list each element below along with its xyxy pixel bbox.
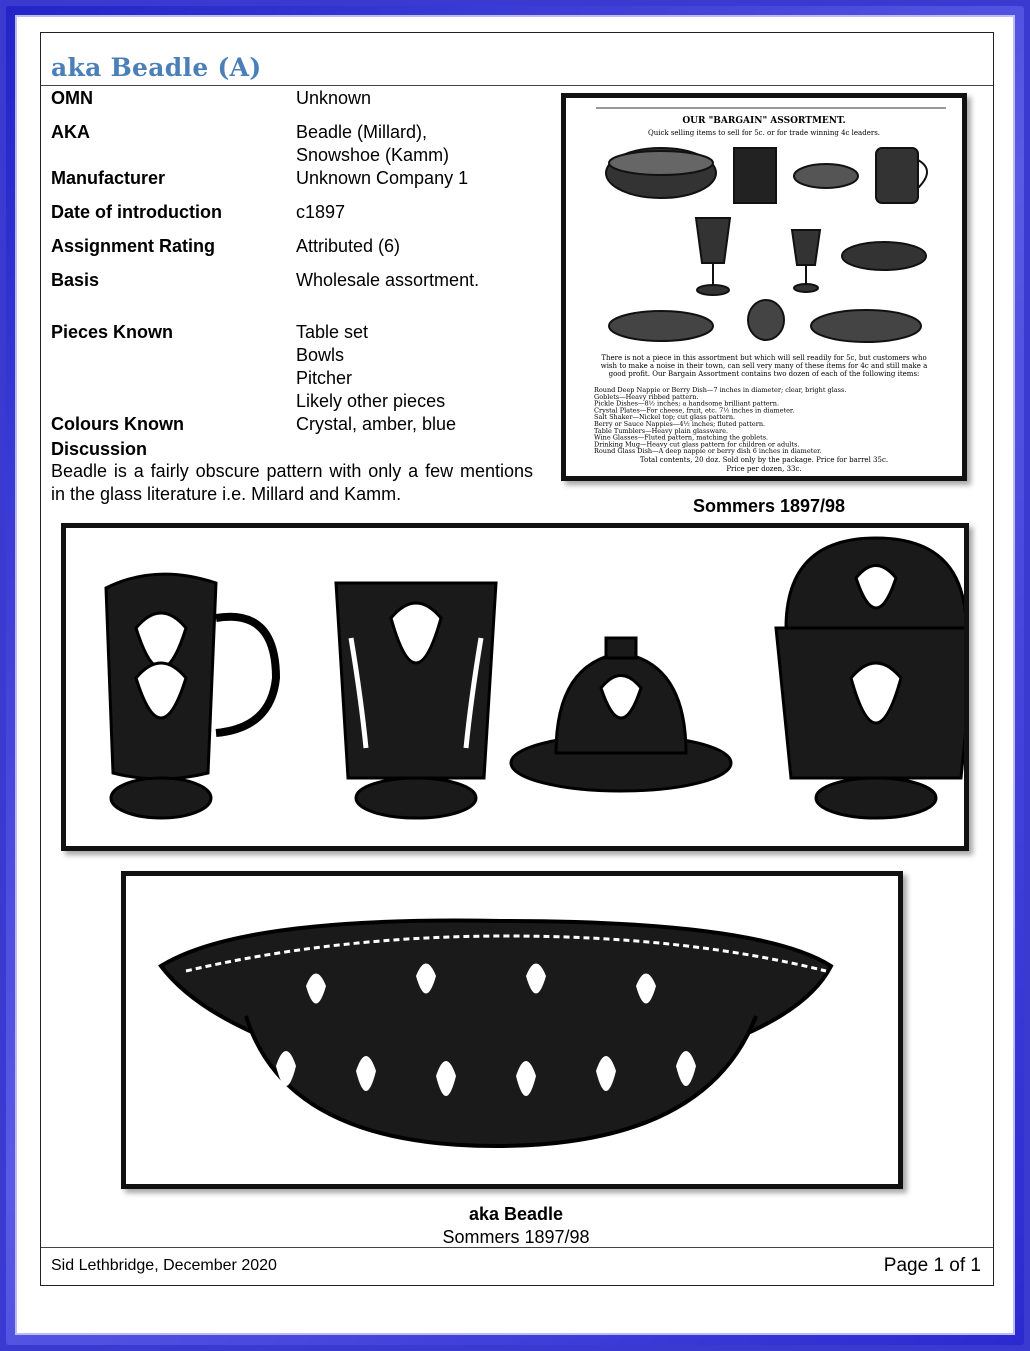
footer-author: Sid Lethbridge, December 2020 bbox=[51, 1257, 277, 1274]
catalog-ad-image bbox=[561, 93, 967, 481]
ad-glassware-row-2 bbox=[696, 218, 926, 295]
ad-item-list bbox=[594, 386, 846, 455]
bowl-caption-title: aka Beadle bbox=[468, 1204, 564, 1224]
ad-item: Table Tumblers—Heavy plain glassware. bbox=[594, 426, 729, 435]
document-page bbox=[40, 32, 994, 1286]
ad-item: Berry or Sauce Nappies—4½ inches; fluted pattern. bbox=[594, 420, 766, 428]
spooner-illustration bbox=[336, 583, 496, 818]
butter-dish-illustration bbox=[511, 638, 731, 791]
field-label-rating: Assignment Rating bbox=[51, 236, 216, 256]
field-value-colours: Crystal, amber, blue bbox=[296, 414, 457, 434]
ad-item: Crystal Plates—For cheese, fruit, etc. 7½ inches in diameter. bbox=[594, 406, 795, 415]
field-value-manufacturer: Unknown Company 1 bbox=[296, 168, 469, 188]
field-value-omn: Unknown bbox=[296, 88, 372, 108]
field-value-aka-2: Snowshoe (Kamm) bbox=[296, 145, 450, 165]
field-label-colours: Colours Known bbox=[51, 414, 184, 434]
field-label-manufacturer: Manufacturer bbox=[51, 168, 166, 188]
ad-heading: OUR "BARGAIN" ASSORTMENT. bbox=[682, 116, 846, 126]
footer-page-number: Page 1 of 1 bbox=[883, 1255, 981, 1276]
field-value-pieces-3: Pitcher bbox=[296, 368, 353, 388]
field-label-basis: Basis bbox=[51, 270, 100, 290]
catalog-ad-illustration bbox=[566, 98, 962, 476]
creamer-illustration bbox=[106, 574, 276, 818]
ad-item: Drinking Mug—Heavy cut glass pattern for children or adults. bbox=[594, 440, 800, 449]
field-value-pieces-4: Likely other pieces bbox=[296, 391, 446, 411]
sugar-bowl-illustration bbox=[776, 538, 964, 818]
ad-glassware-row-3 bbox=[609, 300, 921, 342]
ad-subheading: Quick selling items to sell for 5c. or for trade winning 4c leaders. bbox=[647, 129, 881, 137]
field-value-date: c1897 bbox=[296, 202, 346, 222]
footer-divider bbox=[41, 1247, 993, 1248]
discussion-text: Beadle is a fairly obscure pattern with only a few mentions in the glass literature i.e. Millard and Kamm. bbox=[51, 461, 533, 504]
discussion-heading: Discussion bbox=[51, 439, 148, 459]
table-set-illustration bbox=[66, 528, 964, 846]
oval-bowl-image bbox=[121, 871, 903, 1189]
ad-intro: There is not a piece in this assortment but which will sell readily for 5c, but customers who wish to make a noise in their town, can sell very many of these items for 4c and still make a good profit. Our Bargain Assortment contains two dozen of each of the following items: bbox=[600, 354, 928, 378]
title-divider bbox=[41, 85, 993, 86]
ad-caption: Sommers 1897/98 bbox=[692, 496, 846, 516]
ad-item: Round Deep Nappie or Berry Dish—7 inches in diameter; clear, bright glass. bbox=[594, 386, 847, 394]
field-value-pieces-2: Bowls bbox=[296, 345, 345, 365]
field-label-pieces: Pieces Known bbox=[51, 322, 174, 342]
field-label-date: Date of introduction bbox=[51, 202, 222, 222]
field-value-aka-1: Beadle (Millard), bbox=[296, 122, 428, 142]
ad-item: Wine Glasses—Fluted pattern, matching the goblets. bbox=[594, 433, 769, 442]
table-set-image bbox=[61, 523, 969, 851]
oval-bowl-illustration bbox=[126, 876, 898, 1184]
ad-total: Total contents, 20 doz. Sold only by the package. Price for barrel 35c. bbox=[639, 456, 889, 464]
page-title: aka Beadle (A) bbox=[51, 53, 262, 82]
field-label-aka: AKA bbox=[51, 122, 90, 142]
field-value-pieces-1: Table set bbox=[296, 322, 369, 342]
ad-item: Pickle Dishes—8½ inches; a handsome brilliant pattern. bbox=[594, 399, 780, 408]
ad-item: Goblets—Heavy ribbed pattern. bbox=[594, 392, 699, 401]
ad-price: Price per dozen, 33c. bbox=[726, 465, 802, 473]
ad-glassware-row-1 bbox=[606, 148, 927, 203]
field-label-omn: OMN bbox=[51, 88, 93, 108]
bowl-caption-source: Sommers 1897/98 bbox=[442, 1227, 590, 1247]
field-value-rating: Attributed (6) bbox=[296, 236, 401, 256]
ad-item: Round Glass Dish—A deep nappie or berry dish 6 inches in diameter. bbox=[594, 447, 822, 456]
field-value-basis: Wholesale assortment. bbox=[296, 270, 480, 290]
ad-item: Salt Shaker—Nickel top; cut glass pattern. bbox=[594, 413, 736, 422]
